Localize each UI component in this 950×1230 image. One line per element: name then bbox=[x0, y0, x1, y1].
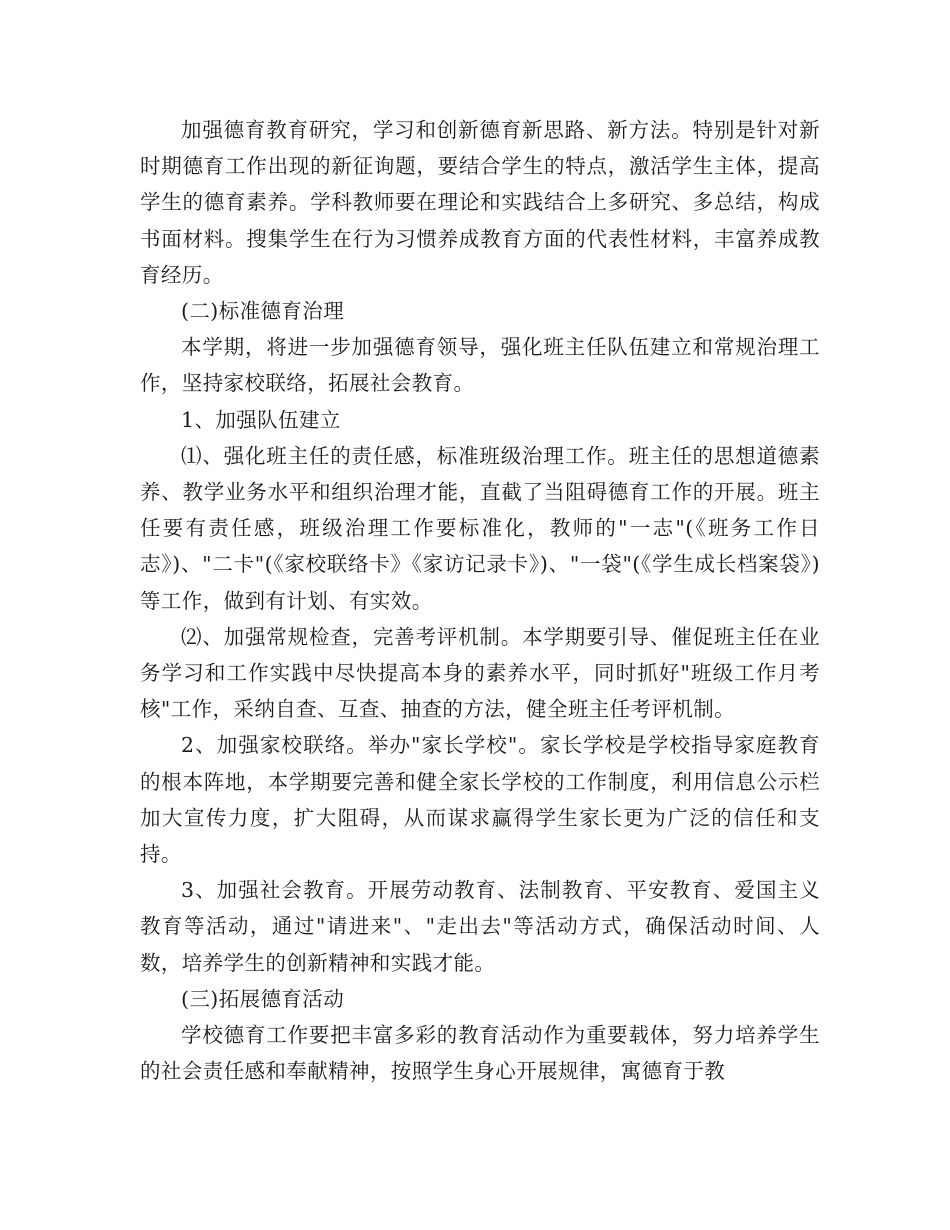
section-heading-expand-activities: (三)拓展德育活动 bbox=[181, 986, 345, 1011]
paragraph-semester-plan: 本学期，将进一步加强德育领导，强化班主任队伍建立和常规治理工作，坚持家校联络，拓展社会教育。 bbox=[140, 335, 820, 396]
paragraph-social-education: 3、加强社会教育。开展劳动教育、法制教育、平安教育、爱国主义教育等活动，通过"请进来"、"走出去"等活动方式，确保活动时间、人数，培养学生的创新精神和实践才能。 bbox=[140, 878, 820, 975]
paragraph-head-teacher-responsibility: ⑴、强化班主任的责任感，标准班级治理工作。班主任的思想道德素养、教学业务水平和组织治理才能，直截了当阻碍德育工作的开展。班主任要有责任感，班级治理工作要标准化，教师的"一志"(《班务工作日志》)、"二卡"(《家校联络卡》《家访记录卡》)、"一袋"(《学生成长档案袋》)等工作，做到有计划、有实效。 bbox=[140, 443, 820, 613]
paragraph-routine-inspection: ⑵、加强常规检查，完善考评机制。本学期要引导、催促班主任在业务学习和工作实践中尽快提高本身的素养水平，同时抓好"班级工作月考核"工作，采纳自查、互查、抽查的方法，健全班主任考评机制。 bbox=[140, 624, 820, 722]
paragraph-research: 加强德育教育研究，学习和创新德育新思路、新方法。特别是针对新时期德育工作出现的新征询题，要结合学生的特点，激活学生主体，提高学生的德育素养。学科教师要在理论和实践结合上多研究、多总结，构成书面材料。搜集学生在行为习惯养成教育方面的代表性材料，丰富养成教育经历。 bbox=[140, 118, 820, 287]
section-heading-standard-management: (二)标准德育治理 bbox=[181, 299, 345, 324]
document-page bbox=[140, 112, 820, 1089]
subheading-team-building: 1、加强队伍建立 bbox=[181, 407, 341, 432]
paragraph-home-school-contact: 2、加强家校联络。举办"家长学校"。家长学校是学校指导家庭教育的根本阵地，本学期要完善和健全家长学校的工作制度，利用信息公示栏加大宣传力度，扩大阻碍，从而谋求赢得学生家长更为广泛的信任和支持。 bbox=[140, 733, 820, 867]
paragraph-school-activities: 学校德育工作要把丰富多彩的教育活动作为重要载体，努力培养学生的社会责任感和奉献精神，按照学生身心开展规律，寓德育于教 bbox=[140, 1023, 820, 1084]
